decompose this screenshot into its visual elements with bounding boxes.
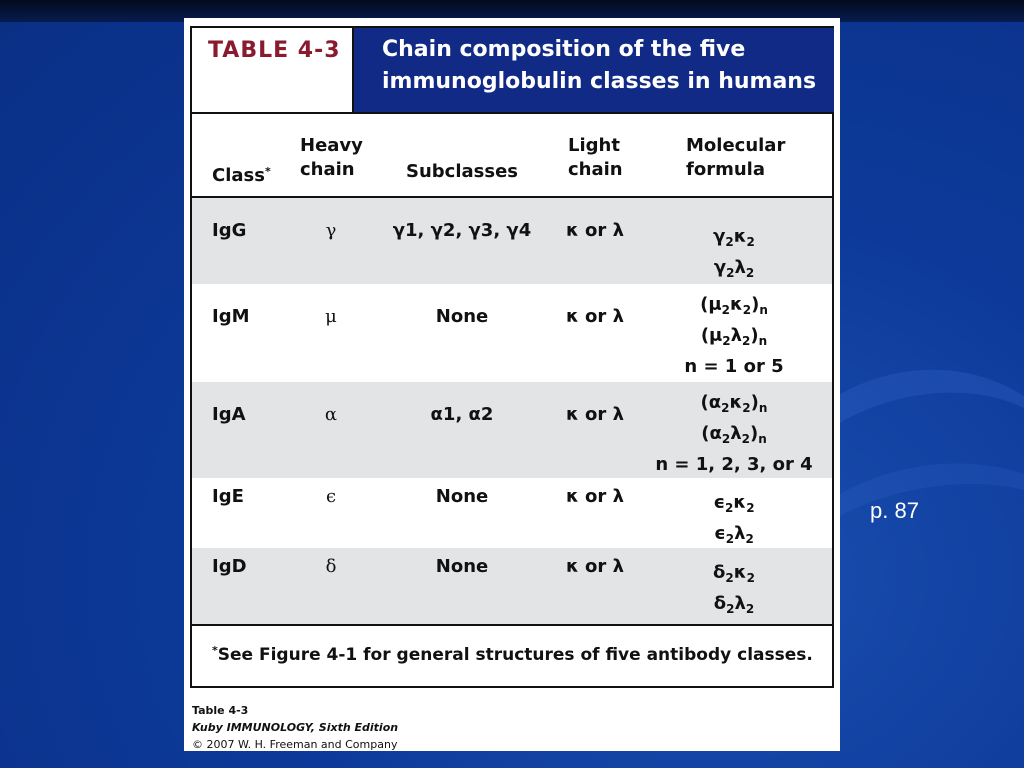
credit-copyright: © 2007 W. H. Freeman and Company — [192, 738, 398, 751]
table-row — [192, 382, 832, 478]
credit-table-number: Table 4-3 — [192, 704, 249, 717]
class-cell: IgE — [212, 486, 244, 507]
table-title-line: Chain composition of the five — [382, 37, 746, 62]
subclasses-cell: α1, α2 — [430, 404, 494, 425]
table-row — [192, 284, 832, 382]
table-footnote: *See Figure 4-1 for general structures of five antibody classes. — [212, 644, 813, 665]
subclasses-cell: None — [435, 306, 489, 327]
table-label: TABLE 4-3 — [192, 28, 354, 114]
class-cell: IgA — [212, 404, 246, 425]
formula-cell: $\gamma_2\kappa_2$ $\gamma_2\lambda_2$ — [713, 226, 755, 280]
light-chain-cell: κ or λ — [566, 404, 624, 425]
source-credit — [192, 702, 398, 753]
table-footnote-area — [192, 624, 832, 686]
table-sheet — [184, 18, 840, 751]
page-reference: p. 87 — [870, 498, 919, 523]
class-cell: IgD — [212, 556, 247, 577]
header-class: Class* — [212, 165, 271, 186]
heavy-chain-cell: δ — [325, 556, 337, 577]
header-light-chain: Light chain — [568, 135, 623, 180]
column-headers — [192, 114, 832, 198]
light-chain-cell: κ or λ — [566, 220, 624, 241]
header-subclasses: Subclasses — [406, 161, 518, 182]
table-row — [192, 478, 832, 548]
heavy-chain-cell: α — [324, 404, 338, 425]
header-molecular-formula: Molecular formula — [686, 135, 786, 180]
heavy-chain-cell: γ — [325, 220, 337, 241]
heavy-chain-cell: μ — [325, 306, 337, 327]
class-cell: IgM — [212, 306, 250, 327]
class-cell: IgG — [212, 220, 247, 241]
subclasses-cell: γ1, γ2, γ3, γ4 — [392, 220, 532, 241]
light-chain-cell: κ or λ — [566, 556, 624, 577]
n-note: n = 1, 2, 3, or 4 — [655, 454, 813, 475]
header-heavy-chain: Heavy chain — [300, 135, 363, 180]
table-title — [354, 28, 834, 114]
table-row — [192, 548, 832, 624]
table-row — [192, 198, 832, 284]
formula-cell: $(\alpha_2\kappa_2)_n$ $(\alpha_2\lambda_2)_n$ n = 1, 2, 3, or 4 — [655, 392, 813, 475]
formula-cell: $\epsilon_2\kappa_2$ $\epsilon_2\lambda_2$ — [713, 492, 755, 546]
light-chain-cell: κ or λ — [566, 306, 624, 327]
table-title-line: immunoglobulin classes in humans — [382, 69, 817, 94]
subclasses-cell: None — [435, 556, 489, 577]
formula-cell: $(\mu_2\kappa_2)_n$ $(\mu_2\lambda_2)_n$ n = 1 or 5 — [654, 292, 814, 379]
credit-book-title: Kuby IMMUNOLOGY, Sixth Edition — [192, 721, 399, 734]
n-note: n = 1 or 5 — [684, 356, 784, 377]
table-frame — [190, 26, 834, 688]
formula-cell: $\delta_2\kappa_2$ $\delta_2\lambda_2$ — [713, 562, 755, 616]
heavy-chain-cell: ϵ — [325, 486, 337, 507]
subclasses-cell: None — [435, 486, 489, 507]
light-chain-cell: κ or λ — [566, 486, 624, 507]
